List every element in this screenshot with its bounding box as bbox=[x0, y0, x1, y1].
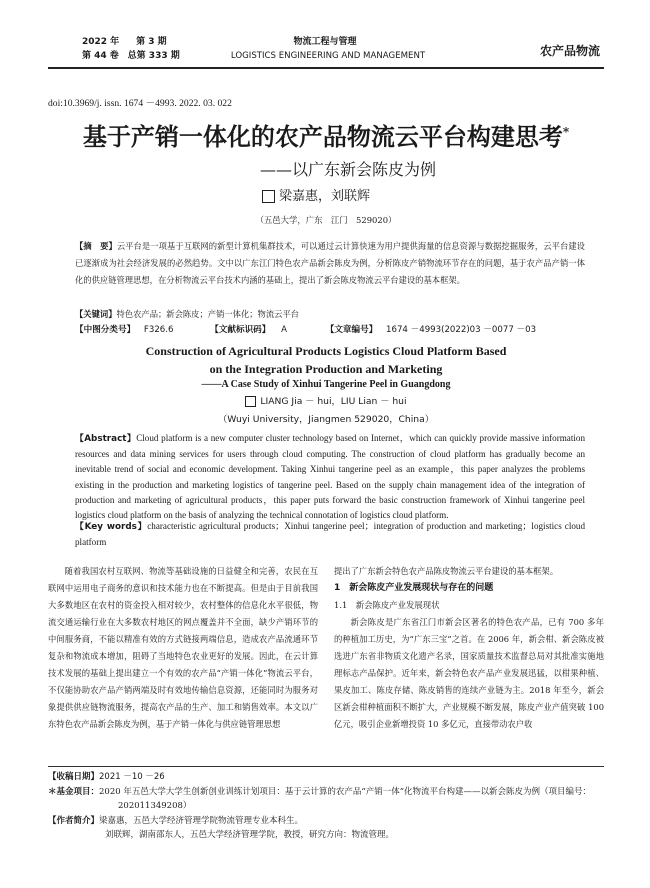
keywords-cn bbox=[75, 306, 585, 323]
keywords-en bbox=[75, 519, 585, 550]
classification-line bbox=[75, 322, 585, 338]
subtitle-en: ——A Case Study of Xinhui Tangerine Peel in Guangdong bbox=[201, 379, 451, 390]
authors-en bbox=[48, 395, 604, 409]
received-value: 2021 －10 －26 bbox=[99, 772, 165, 782]
title-cn bbox=[48, 117, 604, 152]
doc-code-value: A bbox=[281, 325, 287, 335]
body-left-paragraph: 随着我国农村互联网、物流等基础设施的日益健全和完善，农民在互联网中运用电子商务的意识和技术能力也在不断提高。但是由于目前我国大多数地区在农村的资金投入相对较少，农村整体的信息化水平很低，物流交通运输行业在大多数农村地区的网点覆盖并不全面，缺少产销环节的中间服务商，不能以精准有效的方式链接两端信息，造成农产品流通环节复杂和物流成本增加，阻碍了当地特色农业更好的发展。因此，在云计算技术发展的基础上提出建立一个有效的农产品“产销一体化”物流云平台，不仅能协助农产品产销两端及时有效地传输信息资源，还能同时为服务对象提供供应链物流服务，提高农产品的生产、加工和销售效率。本文以广东特色农产品新会陈皮为例，基于产销一体化与供应链管理思想 bbox=[48, 566, 318, 729]
author-box-icon-en bbox=[245, 396, 256, 407]
authors-cn-text: 梁嘉惠，刘联辉 bbox=[279, 189, 371, 204]
article-no-value: 1674 －4993(2022)03 －0077 －03 bbox=[386, 325, 537, 335]
affiliation-cn: （五邑大学，广东 江门 529020） bbox=[255, 215, 397, 225]
footnotes bbox=[48, 770, 604, 843]
article-no-label: 【文章编号】 bbox=[325, 325, 378, 335]
clc-value: F326.6 bbox=[143, 325, 174, 335]
section-1-heading: 1 新会陈皮产业发展现状与存在的问题 bbox=[334, 583, 494, 593]
subtitle-cn: ——以广东新会陈皮为例 bbox=[260, 160, 437, 179]
authors-en-text: LIANG Jia － hui，LIU Lian － hui bbox=[260, 396, 407, 407]
keywords-en-label: 【Key words】 bbox=[75, 522, 148, 532]
title-cn-text: 基于产销一体化的农产品物流云平台构建思考 bbox=[82, 122, 563, 151]
year: 2022 年 bbox=[82, 37, 120, 47]
volume: 第 44 卷 bbox=[82, 51, 119, 61]
title-en bbox=[48, 342, 604, 378]
body-right-paragraph-1: 提出了广东新会特色农产品陈皮物流云平台建设的基本框架。 bbox=[334, 566, 559, 576]
section-1-1-heading: 1.1 新会陈皮产业发展现状 bbox=[334, 600, 440, 610]
title-en-line1: Construction of Agricultural Products Logistics Cloud Platform Based bbox=[145, 344, 507, 358]
column-name: 农产品物流 bbox=[539, 44, 600, 58]
title-footnote-star: * bbox=[562, 125, 570, 139]
author-bio-label: 【作者简介】 bbox=[48, 815, 100, 826]
author-bio-1: 梁嘉惠，五邑大学经济管理学院物流管理专业本科生。 bbox=[99, 815, 304, 826]
fund-text: 2020 年五邑大学大学生创新创业训练计划项目：基于云计算的农产品“产销一体”化物流平台构建——以新会陈皮为例（项目编号：202011349208） bbox=[99, 786, 592, 812]
journal-name-en: LOGISTICS ENGINEERING AND MANAGEMENT bbox=[230, 51, 426, 61]
keywords-cn-label: 【关键词】 bbox=[75, 309, 117, 319]
body-left-column bbox=[48, 563, 318, 733]
author-bio-2: 刘联辉，湖南邵东人，五邑大学经济管理学院，教授，研究方向：物流管理。 bbox=[105, 830, 395, 841]
received-label: 【收稿日期】 bbox=[48, 772, 100, 782]
issue: 第 3 期 bbox=[136, 37, 167, 47]
abstract-cn-label: 【摘 要】 bbox=[75, 241, 117, 251]
keywords-cn-text: 特色农产品；新会陈皮；产销一体化；物流云平台 bbox=[116, 309, 300, 319]
doc-code-label: 【文献标识码】 bbox=[210, 325, 271, 335]
body-right-paragraph-2: 新会陈皮是广东省江门市新会区著名的特色农产品，已有 700 多年的种植加工历史，为“广东三宝”之首。在 2006 年，新会柑、新会陈皮被选进广东省非物质文化遗产名录，国家质量技术监督总局对其批准实施地理标志产品保护。近年来，新会特色农产品产业发展迅猛，以柑果种植、果皮加工、陈皮存储、陈皮销售的连续产业链为主。2018 年至今，新会区新会柑种植面积不断扩大，产业规模不断发展，陈皮产业产值突破 100 亿元，吸引企业新增投资 10 多亿元，直接带动农户收 bbox=[334, 617, 604, 729]
fund-note bbox=[48, 785, 604, 814]
abstract-en-label: 【Abstract】 bbox=[75, 434, 137, 444]
clc-label: 【中图分类号】 bbox=[75, 325, 136, 335]
abstract-en-text: Cloud platform is a new computer cluster technology based on Internet，which can quickly provide massive information resources and data mining services for users through cloud computing. The construction of cloud platform has gradually become an inevitable trend of social and economic development. Taking Xinhui tangerine peel as an example，this paper analyzes the problems existing in the production and marketing logistics of tangerine peel. Based on the supply chain management idea of the integration of production and marketing of agricultural products，this paper puts forward the basic construction framework of Xinhui tangerine peel logistics cloud platform on the basis of analyzing the technical connotation of logistics cloud platform. bbox=[75, 433, 585, 521]
doi: doi:10.3969/j. issn. 1674 －4993. 2022. 03. 022 bbox=[48, 98, 232, 109]
received-date bbox=[48, 770, 604, 785]
issue-year bbox=[82, 36, 167, 48]
author-bio bbox=[48, 814, 604, 829]
abstract-cn-text: 云平台是一项基于互联网的新型计算机集群技术，可以通过云计算快速为用户提供海量的信息资源与数据挖掘服务，云平台建设已逐渐成为社会经济发展的必然趋势。文中以广东江门特色农产品新会陈皮为例，分析陈皮产销物流环节存在的问题，基于农产品产销一体化的供应链管理思想，在分析物流云平台技术内涵的基础上，提出了新会陈皮物流云平台建设的基本框架。 bbox=[75, 241, 585, 285]
body-right-column bbox=[334, 563, 604, 733]
author-box-icon bbox=[262, 190, 275, 203]
abstract-cn bbox=[75, 238, 585, 289]
title-en-line2: on the Integration Production and Marketing bbox=[209, 362, 443, 376]
keywords-en-text: characteristic agricultural products；Xinhui tangerine peel；integration of production and marketing；logistics cloud platform bbox=[75, 521, 586, 548]
footnote-rule bbox=[48, 766, 604, 767]
total-issue: 总第 333 期 bbox=[127, 51, 180, 61]
journal-name-cn: 物流工程与管理 bbox=[293, 37, 357, 47]
issue-volume bbox=[82, 50, 180, 62]
fund-label: ＊基金项目： bbox=[48, 786, 100, 797]
abstract-en bbox=[75, 431, 585, 523]
authors-cn bbox=[262, 189, 370, 205]
affiliation-en: （Wuyi University，Jiangmen 529020，China） bbox=[218, 414, 434, 425]
header-rule bbox=[48, 67, 604, 69]
